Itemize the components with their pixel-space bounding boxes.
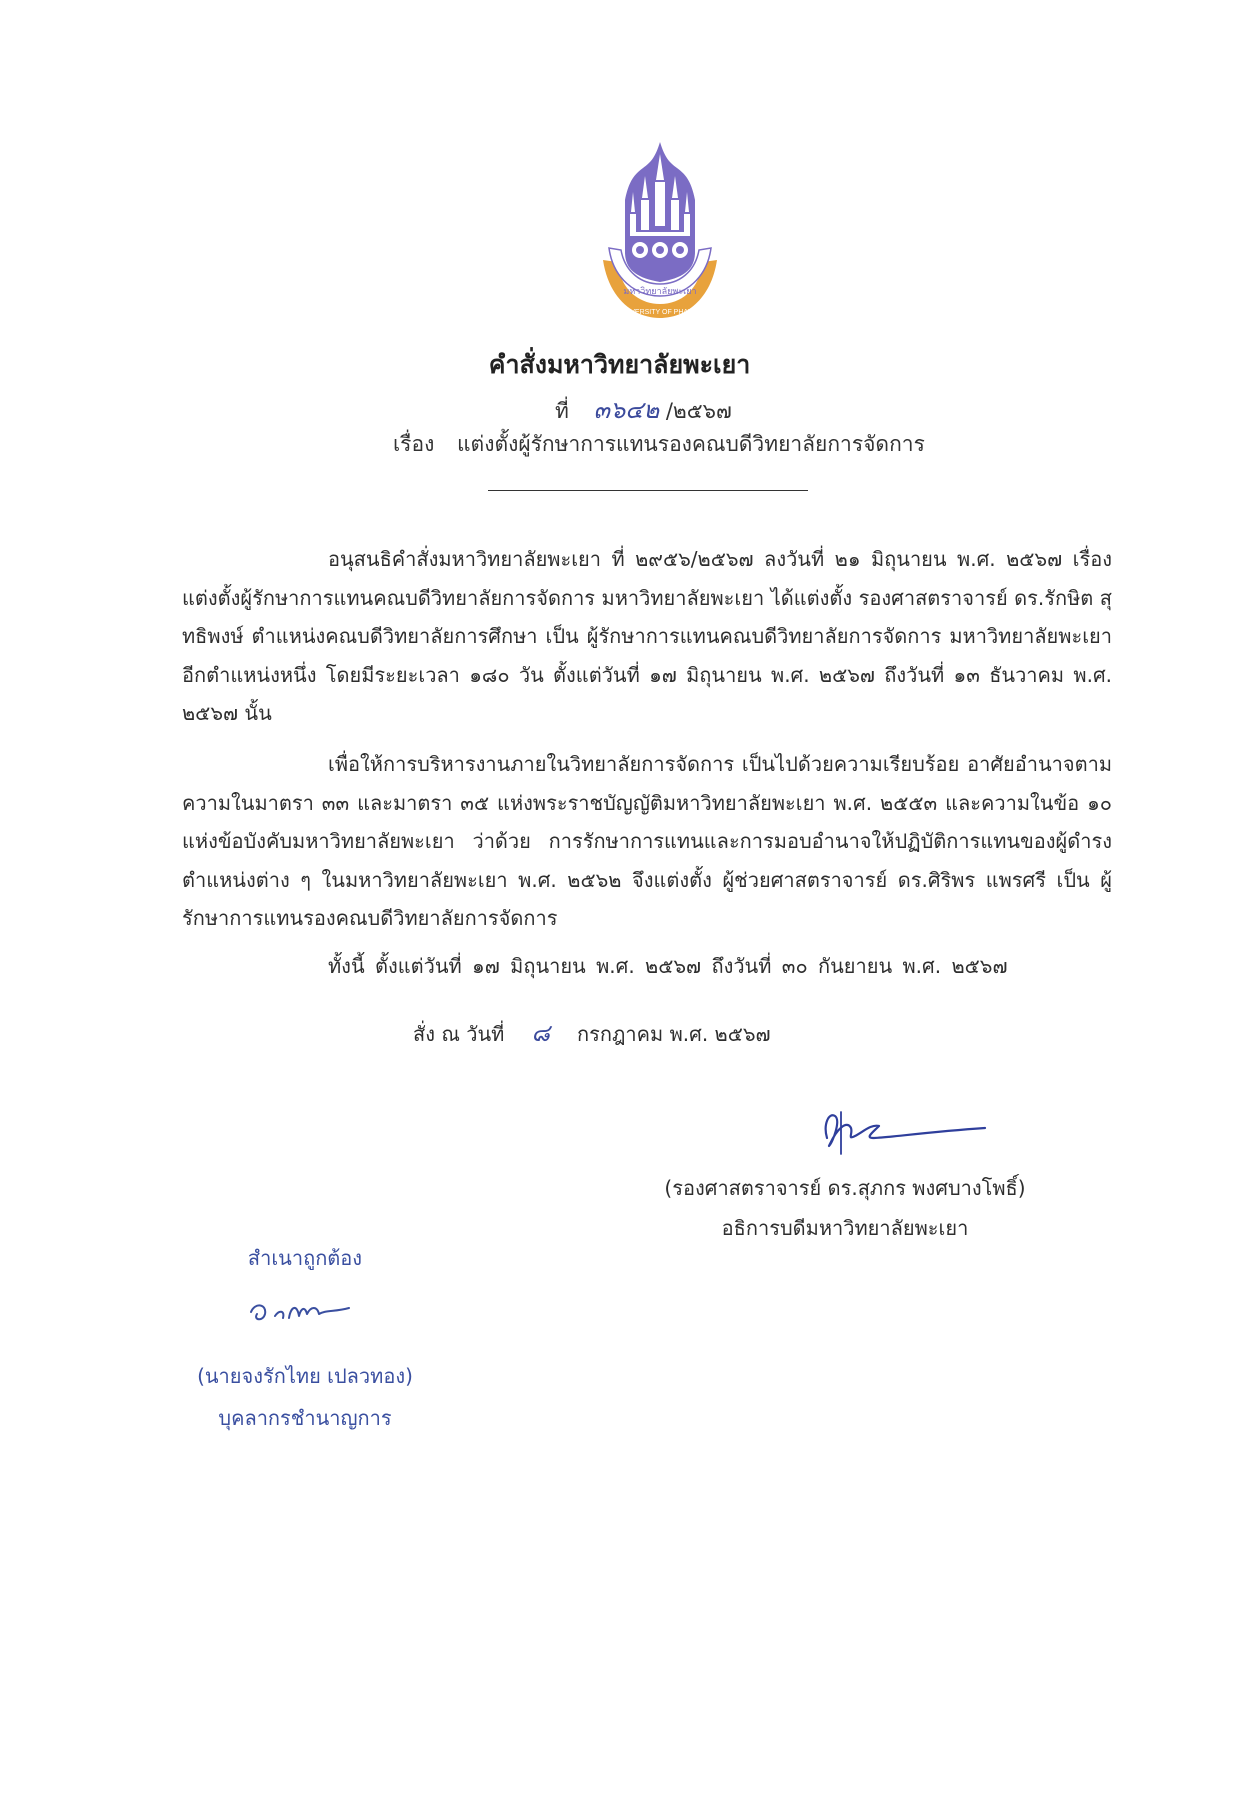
order-number-suffix: /๒๕๖๗ <box>665 399 732 423</box>
subject-line <box>393 428 925 461</box>
subject-label: เรื่อง <box>393 432 435 456</box>
signer-position: อธิการบดีมหาวิทยาลัยพะเยา <box>721 1216 969 1240</box>
certified-copy-stamp <box>175 1230 435 1450</box>
page-title: คำสั่งมหาวิทยาลัยพะเยา <box>488 350 751 379</box>
body-paragraph-2: เพื่อให้การบริหารงานภายในวิทยาลัยการจัดการ เป็นไปด้วยความเรียบร้อย อาศัยอำนาจตามความในมาตรา ๓๓ และมาตรา ๓๕ แห่งพระราชบัญญัติมหาวิทยาลัยพะเยา พ.ศ. ๒๕๕๓ และความในข้อ ๑๐ แห่งข้อบังคับมหาวิทยาลัยพะเยา ว่าด้วย การรักษาการแทนและการมอบอำนาจให้ปฏิบัติการแทนของผู้ดำรงตำแหน่งต่าง ๆ ในมหาวิทยาลัยพะเยา พ.ศ. ๒๕๖๒ จึงแต่งตั้ง ผู้ช่วยศาสตราจารย์ ดร.ศิริพร แพรศรี เป็น ผู้รักษาการแทนรองคณบดีวิทยาลัยการจัดการ <box>182 752 1112 930</box>
logo-thai-text: มหาวิทยาลัยพะเยา <box>623 286 697 296</box>
certified-copy-title: สำเนาถูกต้อง <box>247 1246 363 1270</box>
subject-text: แต่งตั้งผู้รักษาการแทนรองคณบดีวิทยาลัยการจัดการ <box>457 432 925 456</box>
president-signature <box>815 1098 990 1158</box>
order-number <box>555 390 732 429</box>
certifier-signature <box>245 1292 355 1332</box>
certifier-name: (นายจงรักไทย เปลวทอง) <box>197 1364 413 1388</box>
order-number-label: ที่ <box>555 399 569 423</box>
order-date-prefix: สั่ง ณ วันที่ <box>413 1022 505 1046</box>
order-date-day: ๘ <box>531 1019 550 1047</box>
effective-period: ทั้งนี้ ตั้งแต่วันที่ ๑๗ มิถุนายน พ.ศ. ๒๕๖๗ ถึงวันที่ ๓๐ กันยายน พ.ศ. ๒๕๖๗ <box>328 954 1008 978</box>
header-divider <box>488 490 808 491</box>
order-number-handwritten: ๓๖๔๒ <box>593 396 660 424</box>
logo-english-text: UNIVERSITY OF PHAYAO <box>618 309 702 316</box>
certifier-position: บุคลากรชำนาญการ <box>218 1406 392 1430</box>
order-date-suffix: กรกฎาคม พ.ศ. ๒๕๖๗ <box>577 1022 771 1046</box>
university-logo <box>595 140 725 330</box>
signer-name: (รองศาสตราจารย์ ดร.สุภกร พงศบางโพธิ์) <box>664 1176 1026 1200</box>
body-paragraph-1: อนุสนธิคำสั่งมหาวิทยาลัยพะเยา ที่ ๒๙๕๖/๒๕๖๗ ลงวันที่ ๒๑ มิถุนายน พ.ศ. ๒๕๖๗ เรื่อง แต่งตั้งผู้รักษาการแทนคณบดีวิทยาลัยการจัดการ มหาวิทยาลัยพะเยา ได้แต่งตั้ง รองศาสตราจารย์ ดร.รักษิต สุทธิพงษ์ ตำแหน่งคณบดีวิทยาลัยการศึกษา เป็น ผู้รักษาการแทนคณบดีวิทยาลัยการจัดการ มหาวิทยาลัยพะเยา อีกตำแหน่งหนึ่ง โดยมีระยะเวลา ๑๘๐ วัน ตั้งแต่วันที่ ๑๗ มิถุนายน พ.ศ. ๒๕๖๗ ถึงวันที่ ๑๓ ธันวาคม พ.ศ. ๒๕๖๗ นั้น <box>182 547 1112 725</box>
order-date <box>413 1013 771 1052</box>
